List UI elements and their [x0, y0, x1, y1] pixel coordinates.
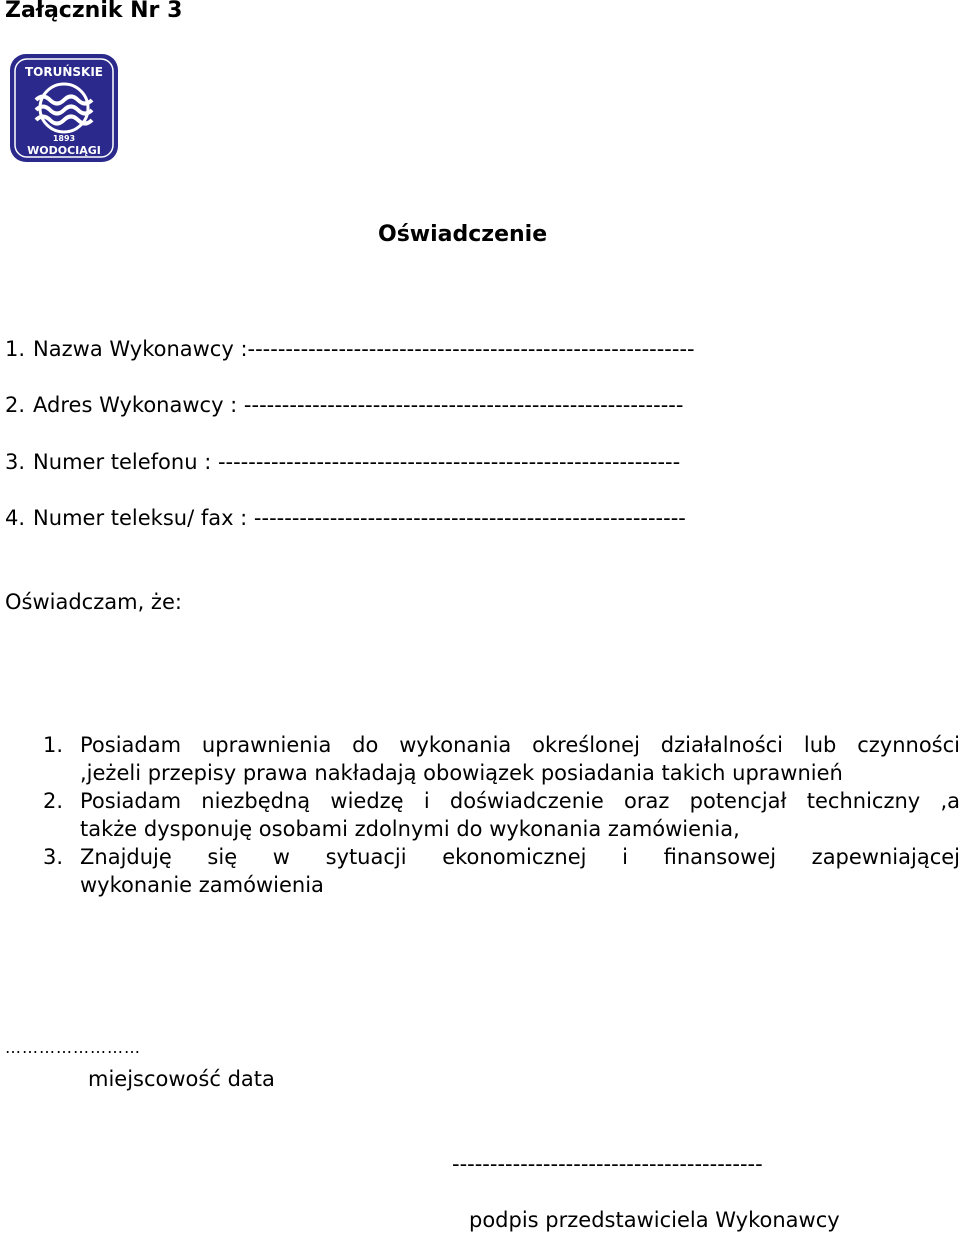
item-line: wykonanie zamówienia — [80, 873, 324, 897]
document-heading: Oświadczenie — [378, 222, 548, 247]
field-telex-fax — [5, 506, 686, 530]
logo-year: 1893 — [52, 134, 76, 143]
logo-text-top: TORUŃSKIE — [24, 65, 104, 79]
place-date-label: miejscowość data — [88, 1067, 275, 1091]
item-line: Posiadam uprawnienia do wykonania określonej działalności lub czynności — [80, 733, 960, 757]
item-line: także dysponuję osobami zdolnymi do wykonania zamówienia, — [80, 817, 740, 841]
company-logo — [8, 52, 120, 164]
field-number: 1. — [5, 337, 26, 361]
signature-line: ----------------------------------------- — [452, 1152, 763, 1176]
declaration-item — [43, 787, 960, 843]
field-contractor-address — [5, 393, 683, 417]
field-label: Nazwa Wykonawcy :----------------------------------------------------------- — [33, 337, 695, 361]
item-line: Posiadam niezbędną wiedzę i doświadczenie oraz potencjał techniczny ,a — [80, 789, 960, 813]
field-number: 4. — [5, 506, 26, 530]
item-number: 2. — [43, 789, 64, 813]
declaration-intro: Oświadczam, że: — [5, 590, 182, 614]
declaration-item — [43, 731, 960, 787]
place-date-dots: …………………… — [5, 1038, 141, 1057]
field-phone-number — [5, 450, 680, 474]
field-contractor-name — [5, 337, 695, 361]
item-line: Znajduję się w sytuacji ekonomicznej i finansowej zapewniającej — [80, 845, 960, 869]
item-number: 3. — [43, 845, 64, 869]
field-label: Numer telefonu : ------------------------------------------------------------- — [33, 450, 681, 474]
field-number: 2. — [5, 393, 26, 417]
signature-label: podpis przedstawiciela Wykonawcy — [469, 1208, 840, 1232]
declaration-item — [43, 843, 960, 899]
field-number: 3. — [5, 450, 26, 474]
attachment-title: Załącznik Nr 3 — [5, 0, 183, 23]
logo-text-bottom: WODOCIĄGI — [27, 144, 101, 157]
field-label: Adres Wykonawcy : ---------------------------------------------------------- — [33, 393, 684, 417]
field-label: Numer teleksu/ fax : --------------------------------------------------------- — [33, 506, 686, 530]
item-number: 1. — [43, 733, 64, 757]
item-line: ,jeżeli przepisy prawa nakładają obowiązek posiadania takich uprawnień — [80, 761, 843, 785]
